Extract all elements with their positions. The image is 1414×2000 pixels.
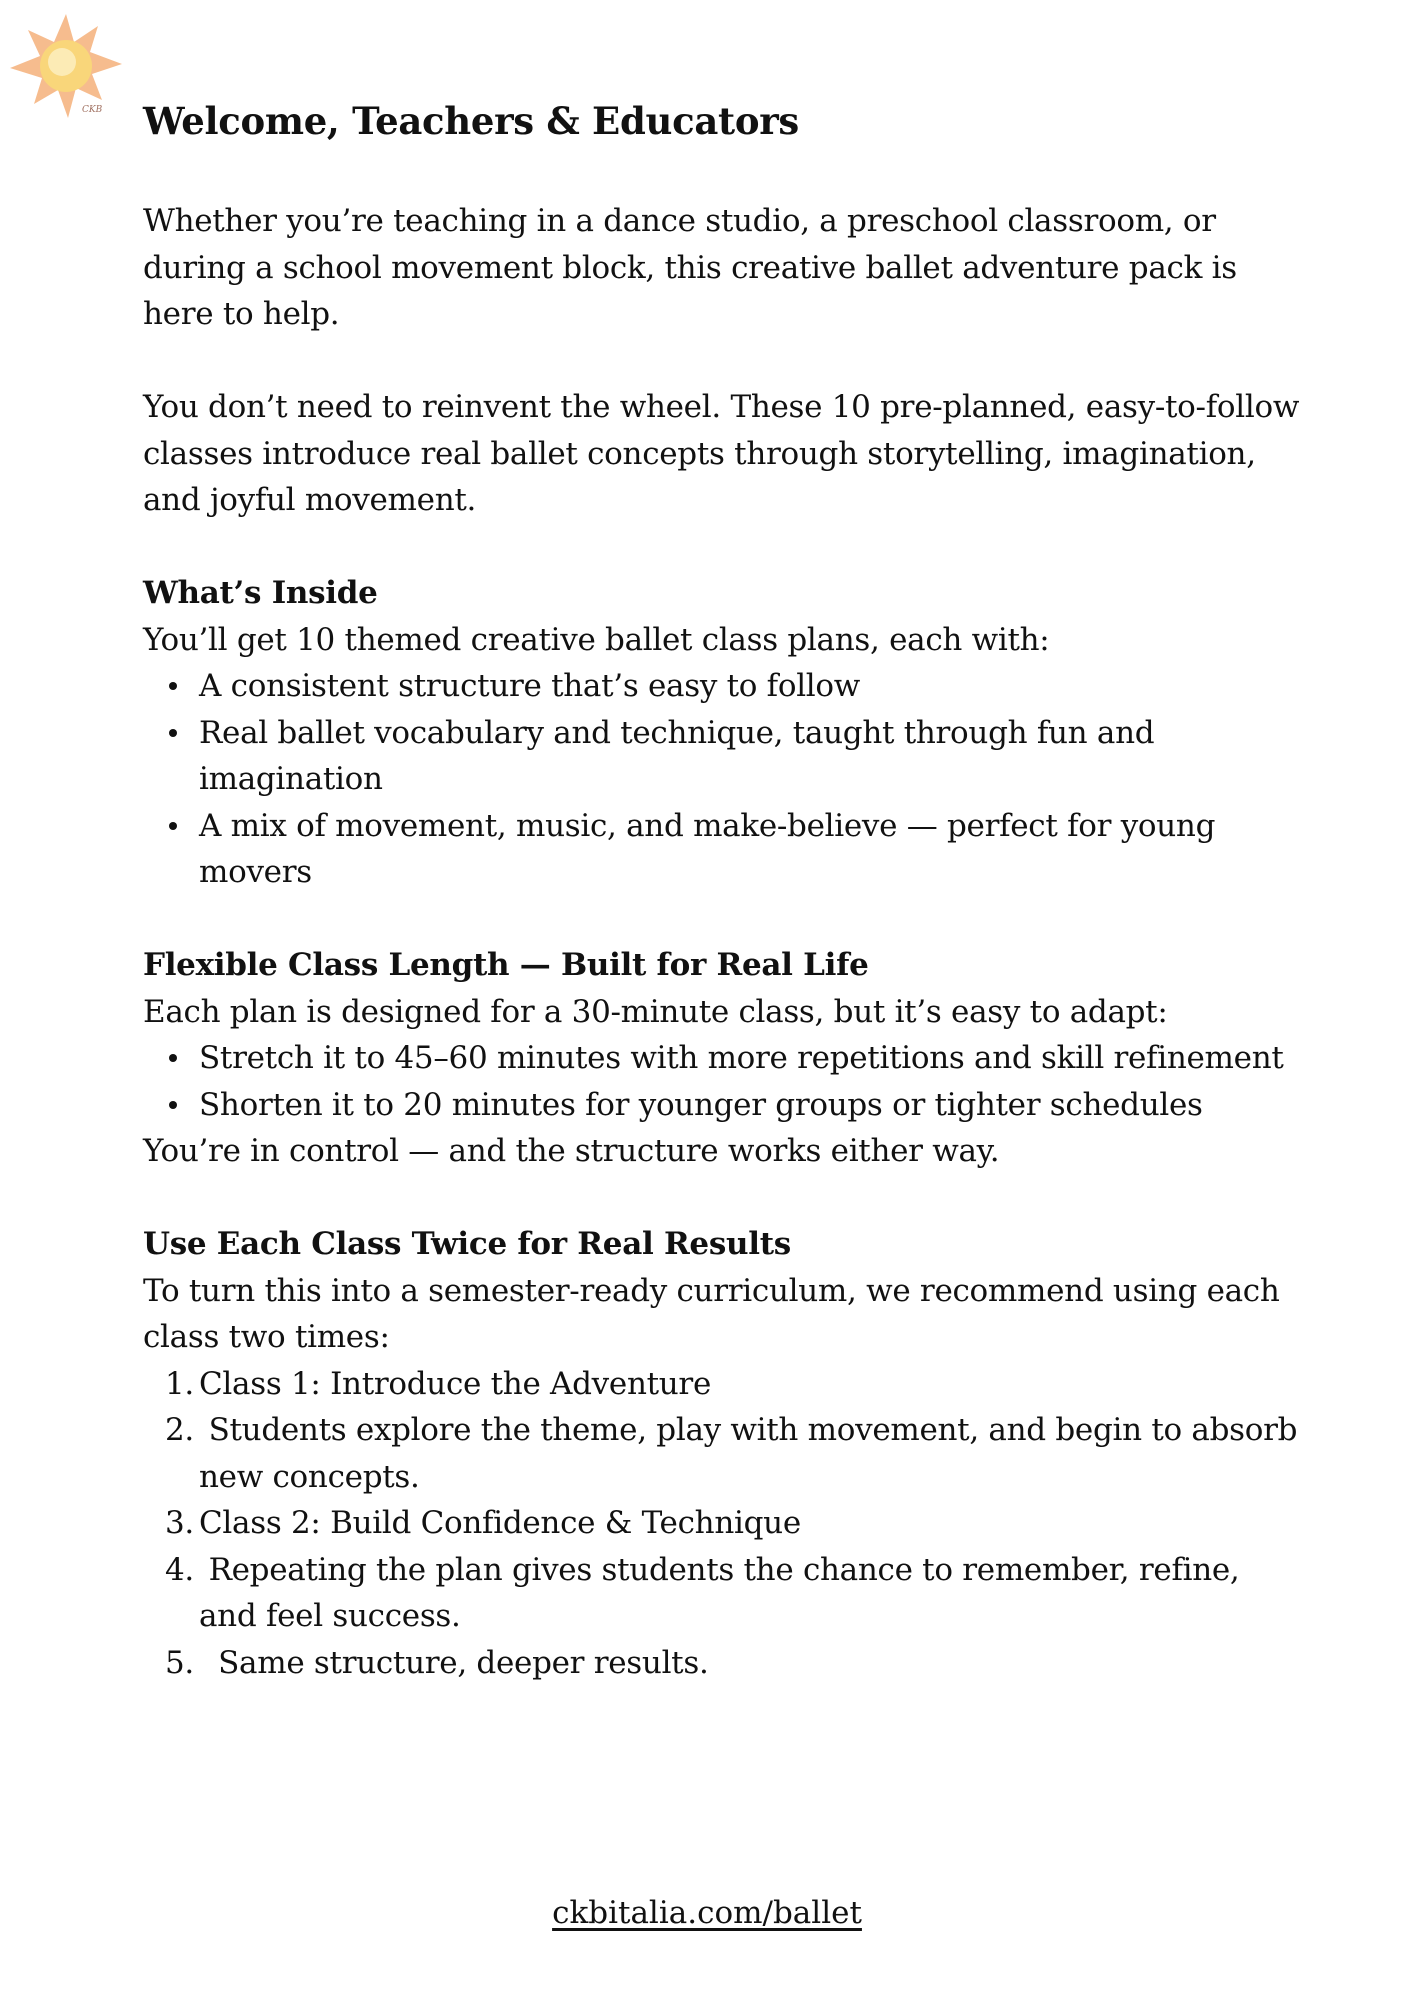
list-item-text: Repeating the plan gives students the chance to remember, refine, and feel success. (199, 1551, 1250, 1634)
list-item (199, 1035, 1303, 1082)
sun-logo-icon (6, 12, 126, 122)
section-lead: To turn this into a semester-ready curriculum, we recommend using each class two times: (143, 1272, 1280, 1355)
list-item (199, 803, 1303, 896)
document-body (143, 98, 1307, 1686)
list-number: 3. (165, 1505, 194, 1541)
list-item-text: A mix of movement, music, and make-believe — perfect for young movers (199, 807, 1216, 890)
list-item-text: Class 2: Build Confidence & Technique (199, 1505, 801, 1541)
list-number: 2. (165, 1412, 194, 1448)
list-number: 4. (165, 1551, 194, 1588)
list-number: 1. (165, 1365, 194, 1402)
list-item (165, 1547, 1303, 1640)
list-item (165, 1640, 1303, 1687)
bullet-list (143, 663, 1303, 896)
list-item-text: Stretch it to 45–60 minutes with more repetitions and skill refinement (199, 1040, 1284, 1076)
section-heading: Flexible Class Length — Built for Real Life (143, 947, 869, 983)
bullet-icon (169, 682, 177, 690)
bullet-list (143, 1035, 1303, 1128)
bullet-icon (169, 822, 177, 830)
list-item (165, 1361, 1303, 1408)
section-heading: What’s Inside (143, 575, 378, 611)
bullet-icon (169, 729, 177, 737)
list-item (165, 1407, 1307, 1500)
footer (0, 1895, 1414, 1931)
page-title: Welcome, Teachers & Educators (143, 99, 799, 143)
website-link[interactable]: ckbitalia.com/ballet (552, 1895, 862, 1931)
list-number: 5. (165, 1644, 194, 1681)
svg-text:CKB: CKB (82, 105, 103, 115)
list-item-text: Students explore the theme, play with movement, and begin to absorb new concepts. (199, 1412, 1307, 1495)
list-item-text: Shorten it to 20 minutes for younger groups or tighter schedules (199, 1086, 1203, 1123)
list-item (199, 663, 1303, 710)
list-item-text: A consistent structure that’s easy to follow (199, 668, 861, 704)
section-heading: Use Each Class Twice for Real Results (143, 1226, 791, 1262)
intro-paragraph: You don’t need to reinvent the wheel. These 10 pre-planned, easy-to-follow classes introduce real ballet concepts through storytelling, imagination, and joyful movement. (143, 389, 1300, 518)
bullet-icon (169, 1054, 177, 1062)
list-item-text: Same structure, deeper results. (199, 1644, 709, 1681)
section-closing: You’re in control — and the structure works either way. (143, 1133, 1000, 1169)
list-item (199, 1082, 1303, 1129)
section-lead: Each plan is designed for a 30-minute class, but it’s easy to adapt: (143, 993, 1168, 1030)
list-item (165, 1500, 1303, 1547)
list-item-text: Class 1: Introduce the Adventure (199, 1365, 711, 1402)
list-item (199, 710, 1303, 803)
section-lead: You’ll get 10 themed creative ballet class plans, each with: (143, 621, 1050, 658)
list-item-text: Real ballet vocabulary and technique, taught through fun and imagination (199, 714, 1155, 797)
intro-paragraph: Whether you’re teaching in a dance studio, a preschool classroom, or during a school movement block, this creative ballet adventure pack is here to help. (143, 203, 1237, 332)
bullet-icon (169, 1101, 177, 1109)
numbered-list (143, 1361, 1307, 1687)
